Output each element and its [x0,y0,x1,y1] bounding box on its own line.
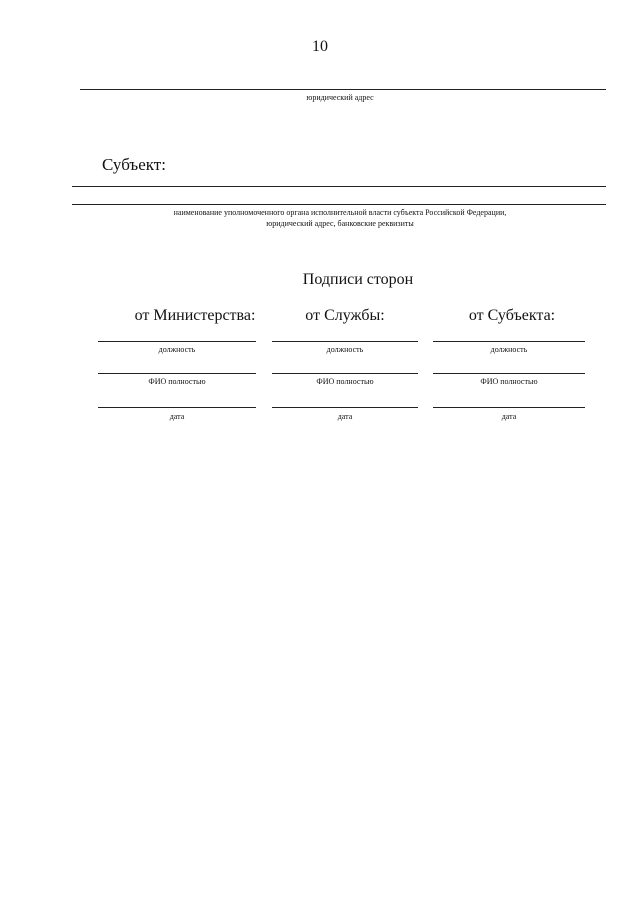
subject-caption-line-1: наименование уполномоченного органа исполнительной власти субъекта Российской Федерации, [173,208,507,217]
ministry-position-caption: должность [158,345,196,354]
service-position-caption: должность [326,345,364,354]
ministry-date-line [98,407,256,408]
service-name-caption: ФИО полностью [316,377,374,386]
subject-name-caption: ФИО полностью [480,377,538,386]
ministry-position-line [98,341,256,342]
page-number: 10 [312,38,328,55]
subject-date-caption: дата [501,412,517,421]
subject-line-2 [72,204,606,205]
service-position-line [272,341,418,342]
address-line [80,89,606,90]
subject-position-line [433,341,585,342]
service-date-caption: дата [337,412,353,421]
subject-line-1 [72,186,606,187]
ministry-name-line [98,373,256,374]
ministry-date-caption: дата [169,412,185,421]
party-heading-subject: от Субъекта: [468,307,556,324]
subject-name-line [433,373,585,374]
subject-label: Субъект: [102,155,166,174]
address-caption: юридический адрес [306,93,374,102]
signatures-title: Подписи сторон [302,271,414,288]
subject-date-line [433,407,585,408]
party-heading-service: от Службы: [305,307,385,324]
party-heading-ministry: от Министерства: [134,307,256,324]
subject-position-caption: должность [490,345,528,354]
ministry-name-caption: ФИО полностью [148,377,206,386]
service-name-line [272,373,418,374]
service-date-line [272,407,418,408]
subject-caption-line-2: юридический адрес, банковские реквизиты [266,219,414,228]
